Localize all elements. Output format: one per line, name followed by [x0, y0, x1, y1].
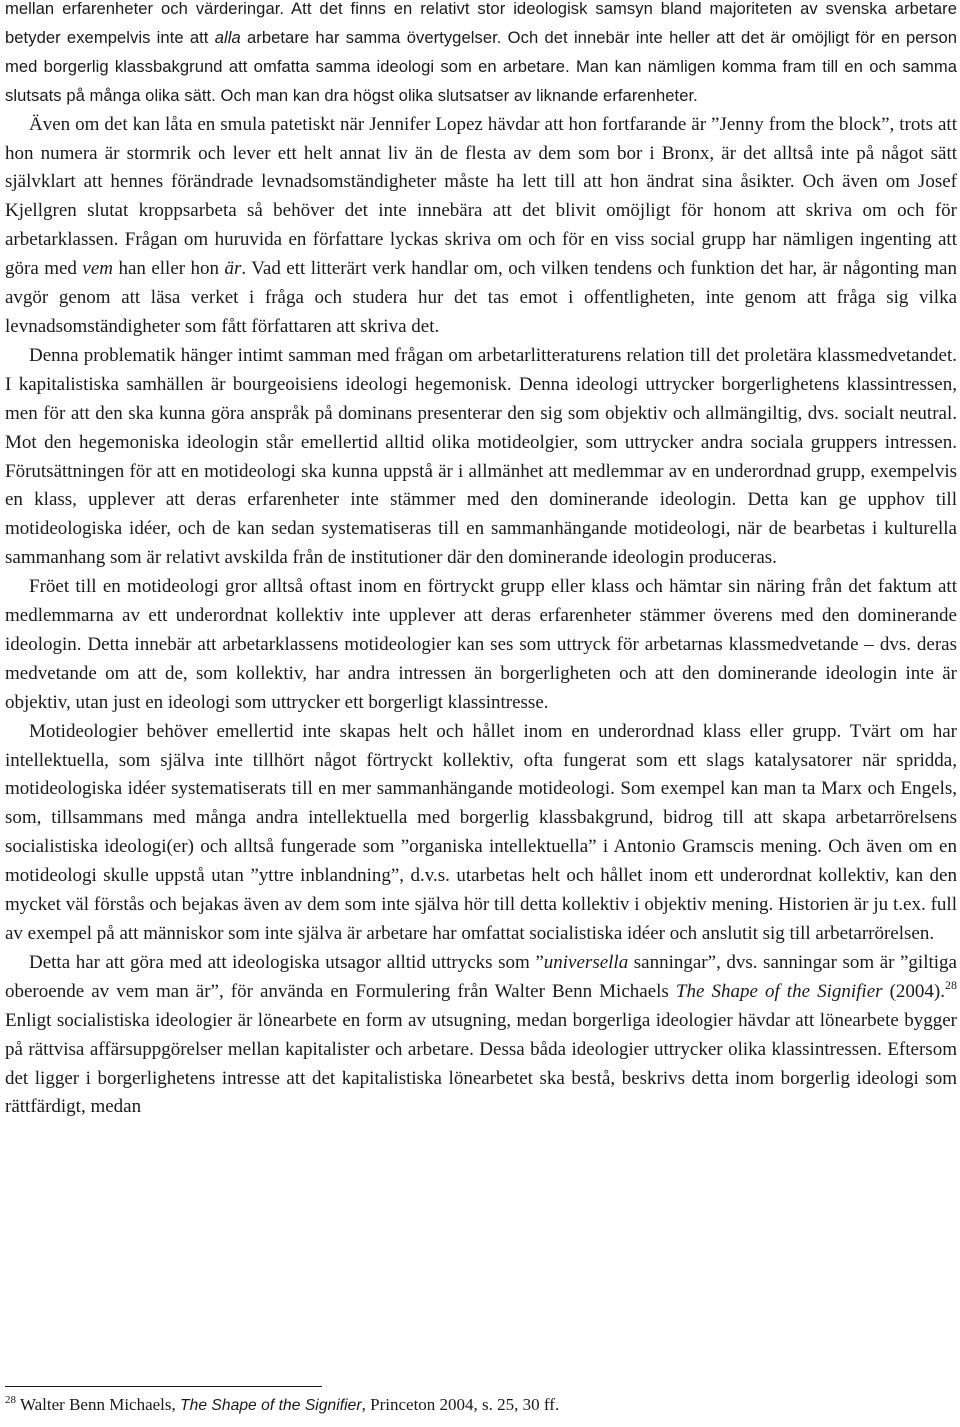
paragraph-2-text-c: Frågan om huruvida en författare lyckas skriva om och för en viss social grupp har nämligen ingenting att göra med	[5, 229, 957, 280]
paragraph-2-emphasis-ar: är	[224, 258, 242, 280]
paragraph-6-emphasis-universella: universella	[543, 951, 629, 973]
footnote-separator	[5, 1386, 322, 1387]
paragraph-2-text-e: han eller hon	[112, 258, 225, 280]
paragraph-6-text-f: Enligt socialistiska ideologier är lönearbete en form av utsugning, medan borgerliga ideologier hävdar att lönearbete bygger på rättvisa affärsuppgörelser mellan kapitalister och arbetare.	[5, 1009, 957, 1060]
footnote-number: 28	[5, 1394, 16, 1406]
paragraph-2-emphasis-vem: vem	[82, 258, 113, 280]
footnote-28	[5, 1393, 945, 1418]
paragraph-4-text-b: Detta innebär att arbetarklassens motideologier kan ses som uttryck för arbetarnas klassmedvetande – dvs. deras medvetande om att de, som kollektiv, har andra intressen än borgerligheten och att den dominerande ideologin inte är objektiv, utan just en ideologi som uttrycker ett borgerligt klassintresse.	[5, 633, 957, 713]
footnote-reference-28[interactable]: 28	[945, 977, 958, 992]
paragraph-2-text-b: Och även om Josef Kjellgren slutat kroppsarbeta så behöver det inte innebära att det blivit omöjligt för honom att skriva om och för arbetarklassen.	[5, 171, 957, 251]
paragraph-6-text-g: Dessa båda ideologier uttrycker olika klassintressen.	[479, 1038, 882, 1060]
paragraph-2-text-g: .	[241, 258, 252, 280]
paragraph-5-text-a: Motideologier behöver emellertid inte skapas helt och hållet inom en underordnad klass eller grupp. Tvärt om har intellektuella, som själva inte tillhört något förtryckt kollektiv, ofta fungerat som ett slags katalysatorer när spridda, motideologiska idéer systematiserats till en mer sammanhängande motideologi. Som exempel kan man ta Marx och Engels, som, tillsammans med många andra intellektuella med borgerlig klassbakgrund, bidrog till att skapa arbetarrörelsens socialistiska ideologi(er) och alltså fungerade som ”organiska intellektuella” i Antonio Gramscis mening. Och även om en motideologi skulle uppstå utan ”yttre inblandning”, d.v.s. utarbetas helt och hållet inom ett underordnat kollektiv, kan den mycket väl förstås och bejakas även av dem som inte själva hör till detta kollektiv i objektiv mening. Historien är ju t.ex. full av exempel på att människor som inte själva är arbetare har omfattat socialistiska idéer och anslutit sig till arbetarrörelsen.	[5, 720, 957, 944]
paragraph-6	[5, 949, 957, 1122]
footnote-text-c: , Princeton 2004, s. 25, 30 ff.	[361, 1395, 560, 1414]
paragraph-6-text-a: Detta har att göra med att ideologiska utsagor alltid uttrycks som ”	[29, 951, 544, 973]
paragraph-2-text-a: Även om det kan låta en smula patetiskt när Jennifer Lopez hävdar att hon fortfarande är ”Jenny from the block”, trots att hon numera är stormrik och lever ett helt annat liv än de flesta av dem som bor i Bronx, är det alltså inte på något sätt självklart att hennes förändrade levnadsomständigheter måste ha lett till att hon ändrat sina åsikter.	[5, 113, 957, 193]
paragraph-5	[5, 718, 957, 949]
paragraph-3-text-e: Detta kan ge upphov till motideologiska idéer, och de kan sedan systematiseras till en sammanhängande motideologi, när de bearbetas i kulturella sammanhang som är relativt avskilda från de institutioner där den dominerande ideologin produceras.	[5, 489, 957, 569]
paragraph-6-text-h: Eftersom det ligger i borgerlighetens intresse att det kapitalistiska lönearbetet ska bestå, beskrivs detta inom borgerlig ideologi som rättfärdigt, medan	[5, 1038, 957, 1118]
paragraph-3-text-a: Denna problematik hänger intimt samman med frågan om arbetarlitteraturens relation till det proletära klassmedvetandet. I kapitalistiska samhällen är bourgeoisiens ideologi hegemonisk.	[5, 344, 957, 395]
paragraph-3-text-c: Mot den hegemoniska ideologin står emellertid alltid olika motideolgier, som uttrycker andra sociala gruppers intressen.	[5, 431, 957, 453]
paragraph-1-text-a: mellan erfarenheter och värderingar. Att det finns en relativt stor ideologisk samsyn bland majoriteten av svenska arbetare betyder exempelvis inte att	[5, 0, 957, 47]
paragraph-1-emphasis: alla	[214, 27, 241, 47]
paragraph-3	[5, 342, 957, 573]
paragraph-6-text-e: (2004).	[882, 980, 946, 1002]
paragraph-6-text-c: sanningar”, dvs. sanningar som är ”giltiga oberoende av vem man är”, för använda en Formulering från Walter Benn Michaels	[5, 951, 957, 1002]
paragraph-3-text-b: Denna ideologi uttrycker borgerlighetens klassintressen, men för att den ska kunna göra anspråk på dominans presenterar den sig som objektiv och allmängiltig, dvs. socialt neutral.	[5, 373, 957, 424]
paragraph-4	[5, 573, 957, 718]
paragraph-1	[5, 0, 957, 111]
footnote-text-a: Walter Benn Michaels,	[16, 1395, 181, 1414]
paragraph-4-text-a: Fröet till en motideologi gror alltså oftast inom en förtryckt grupp eller klass och hämtar sin näring från det faktum att medlemmarna av ett underordnat kollektiv inte upplever att deras erfarenheter stämmer överens med den dominerande ideologin.	[5, 576, 957, 655]
document-page	[5, 0, 957, 1122]
paragraph-1-text-c: arbetare har samma övertygelser. Och det innebär inte heller att det är omöjligt för en person med borgerlig klassbakgrund att omfatta samma ideologi som en arbetare. Man kan nämligen komma fram till en och samma slutsats på många olika sätt. Och man kan dra högst olika slutsatser av liknande erfarenheter.	[5, 27, 957, 105]
footnote-book-title: The Shape of the Signifier	[180, 1397, 362, 1414]
paragraph-2	[5, 111, 957, 342]
paragraph-2-text-h: Vad ett litterärt verk handlar om, och vilken tendens och funktion det har, är någonting man avgör genom att läsa verket i fråga och studera hur det tas emot i offentligheten, inte genom att fråga sig vilka levnadsomständigheter som fått författaren att skriva det.	[5, 258, 957, 337]
paragraph-3-text-d: Förutsättningen för att en motideologi ska kunna uppstå är i allmänhet att medlemmar av en underordnad grupp, exempelvis en klass, upplever att deras erfarenheter inte stämmer med den dominerande ideologin.	[5, 460, 957, 511]
paragraph-6-book-title: The Shape of the Signifier	[675, 980, 883, 1002]
